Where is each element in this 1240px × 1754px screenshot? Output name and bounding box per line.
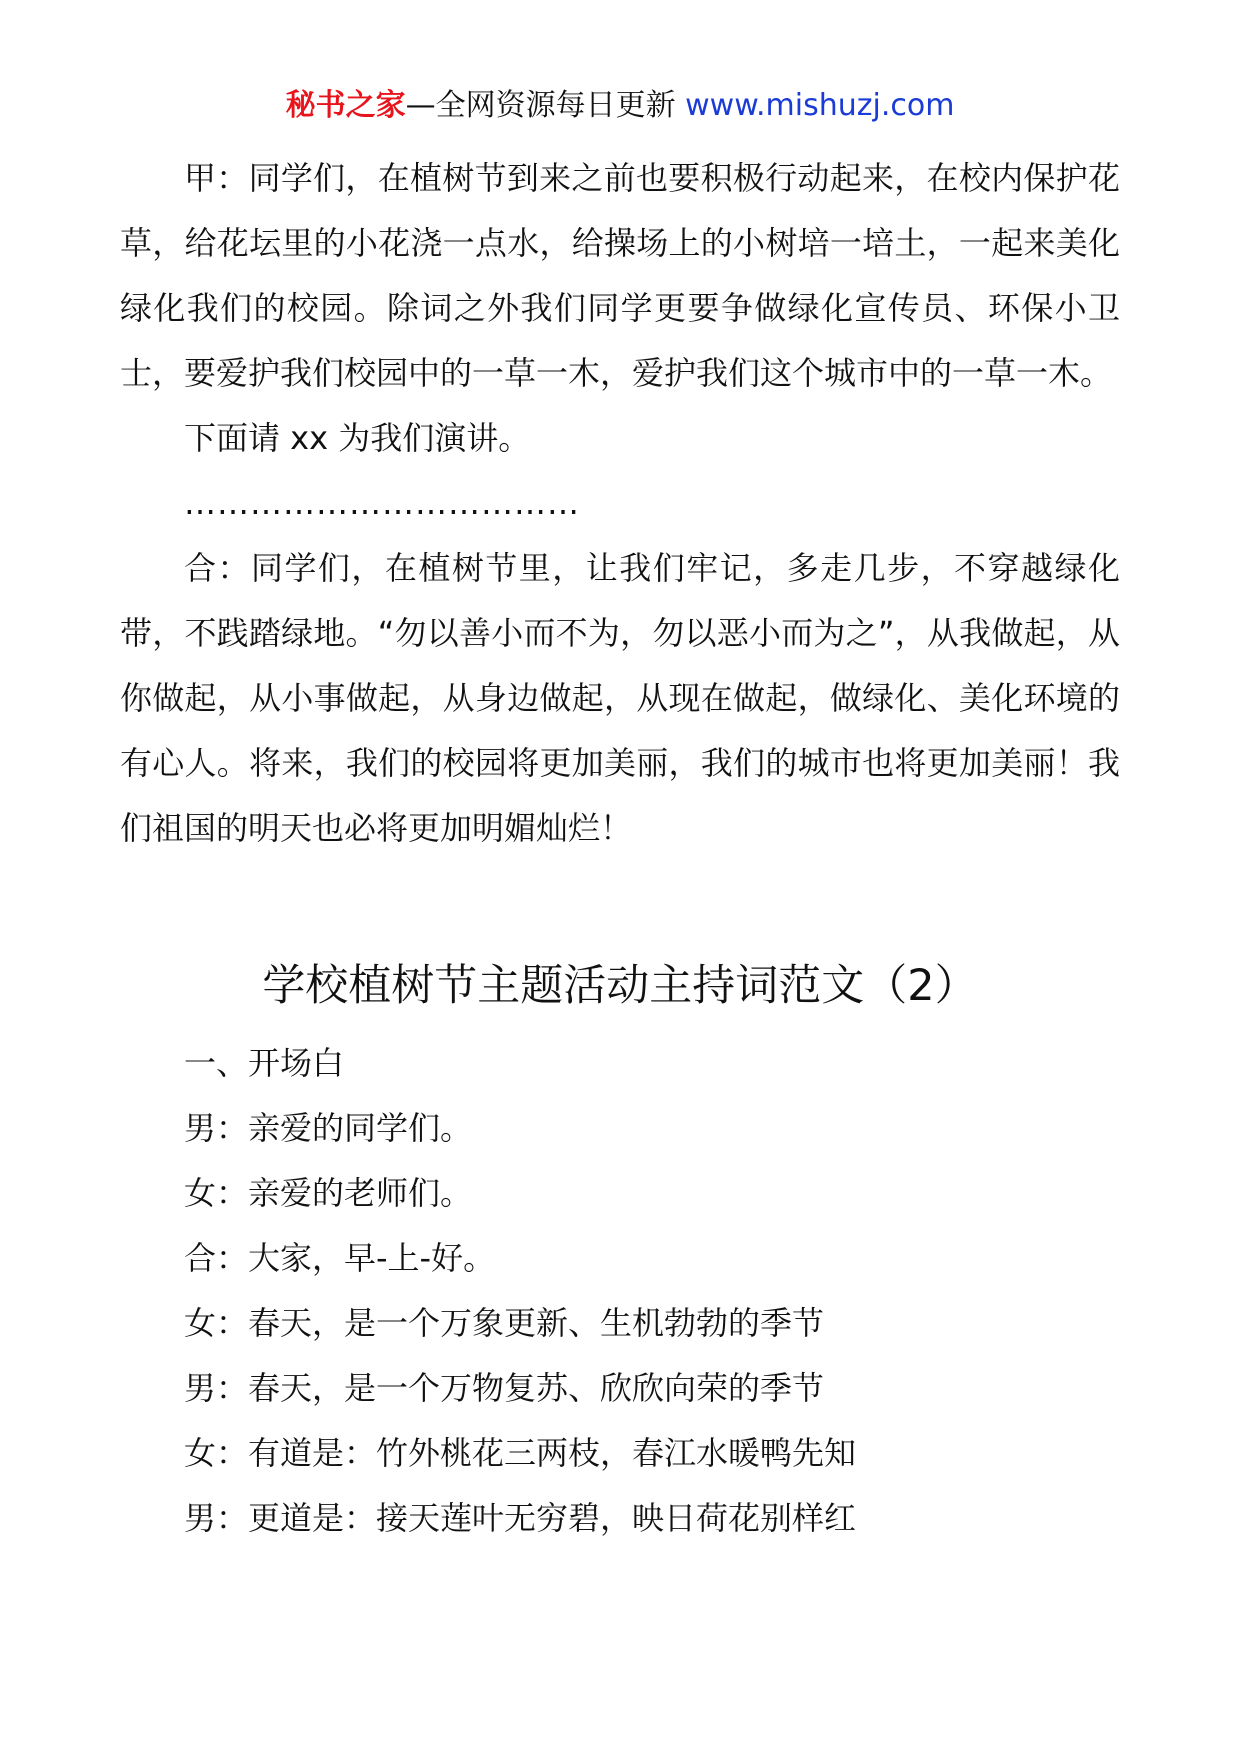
paragraph-he: 合：同学们，在植树节里，让我们牢记，多走几步，不穿越绿化带，不践踏绿地。“勿以善小而不为，勿以恶小而为之”，从我做起，从你做起，从小事做起，从身边做起，从现在做起，做绿化、美化环境的有心人。将来，我们的校园将更加美丽，我们的城市也将更加美丽！我们祖国的明天也必将更加明媚灿烂！ — [120, 549, 1120, 847]
dialogue-line: 女：春天，是一个万象更新、生机勃勃的季节 — [184, 1304, 825, 1342]
section-line-opening: 一、开场白 — [184, 1044, 345, 1082]
site-brand: 秘书之家 — [285, 88, 406, 123]
site-url-link[interactable]: www.mishuzj.com — [685, 88, 955, 123]
ellipsis-separator: ……………………………… — [184, 484, 580, 522]
document-body — [120, 146, 1120, 1551]
paragraph-jia: 甲：同学们，在植树节到来之前也要积极行动起来，在校内保护花草，给花坛里的小花浇一点水，给操场上的小树培一培土，一起来美化绿化我们的校园。除词之外我们同学更要争做绿化宣传员、环保小卫士，要爱护我们校园中的一草一木，爱护我们这个城市中的一草一木。 — [120, 159, 1120, 392]
header-dash: — — [405, 88, 436, 123]
dialogue-line: 男：亲爱的同学们。 — [184, 1109, 473, 1147]
site-header — [0, 86, 1240, 126]
dialogue-line: 女：有道是：竹外桃花三两枝，春江水暖鸭先知 — [184, 1434, 857, 1472]
dialogue-line: 合：大家，早-上-好。 — [184, 1239, 496, 1277]
dialogue-line: 男：春天，是一个万物复苏、欣欣向荣的季节 — [184, 1369, 825, 1407]
section-title: 学校植树节主题活动主持词范文（2） — [262, 961, 978, 1011]
dialogue-line: 男：更道是：接天莲叶无穷碧，映日荷花别样红 — [184, 1499, 857, 1537]
paragraph-speech-intro: 下面请 xx 为我们演讲。 — [184, 419, 531, 457]
header-tagline: 全网资源每日更新 — [435, 88, 676, 123]
dialogue-line: 女：亲爱的老师们。 — [184, 1174, 473, 1212]
